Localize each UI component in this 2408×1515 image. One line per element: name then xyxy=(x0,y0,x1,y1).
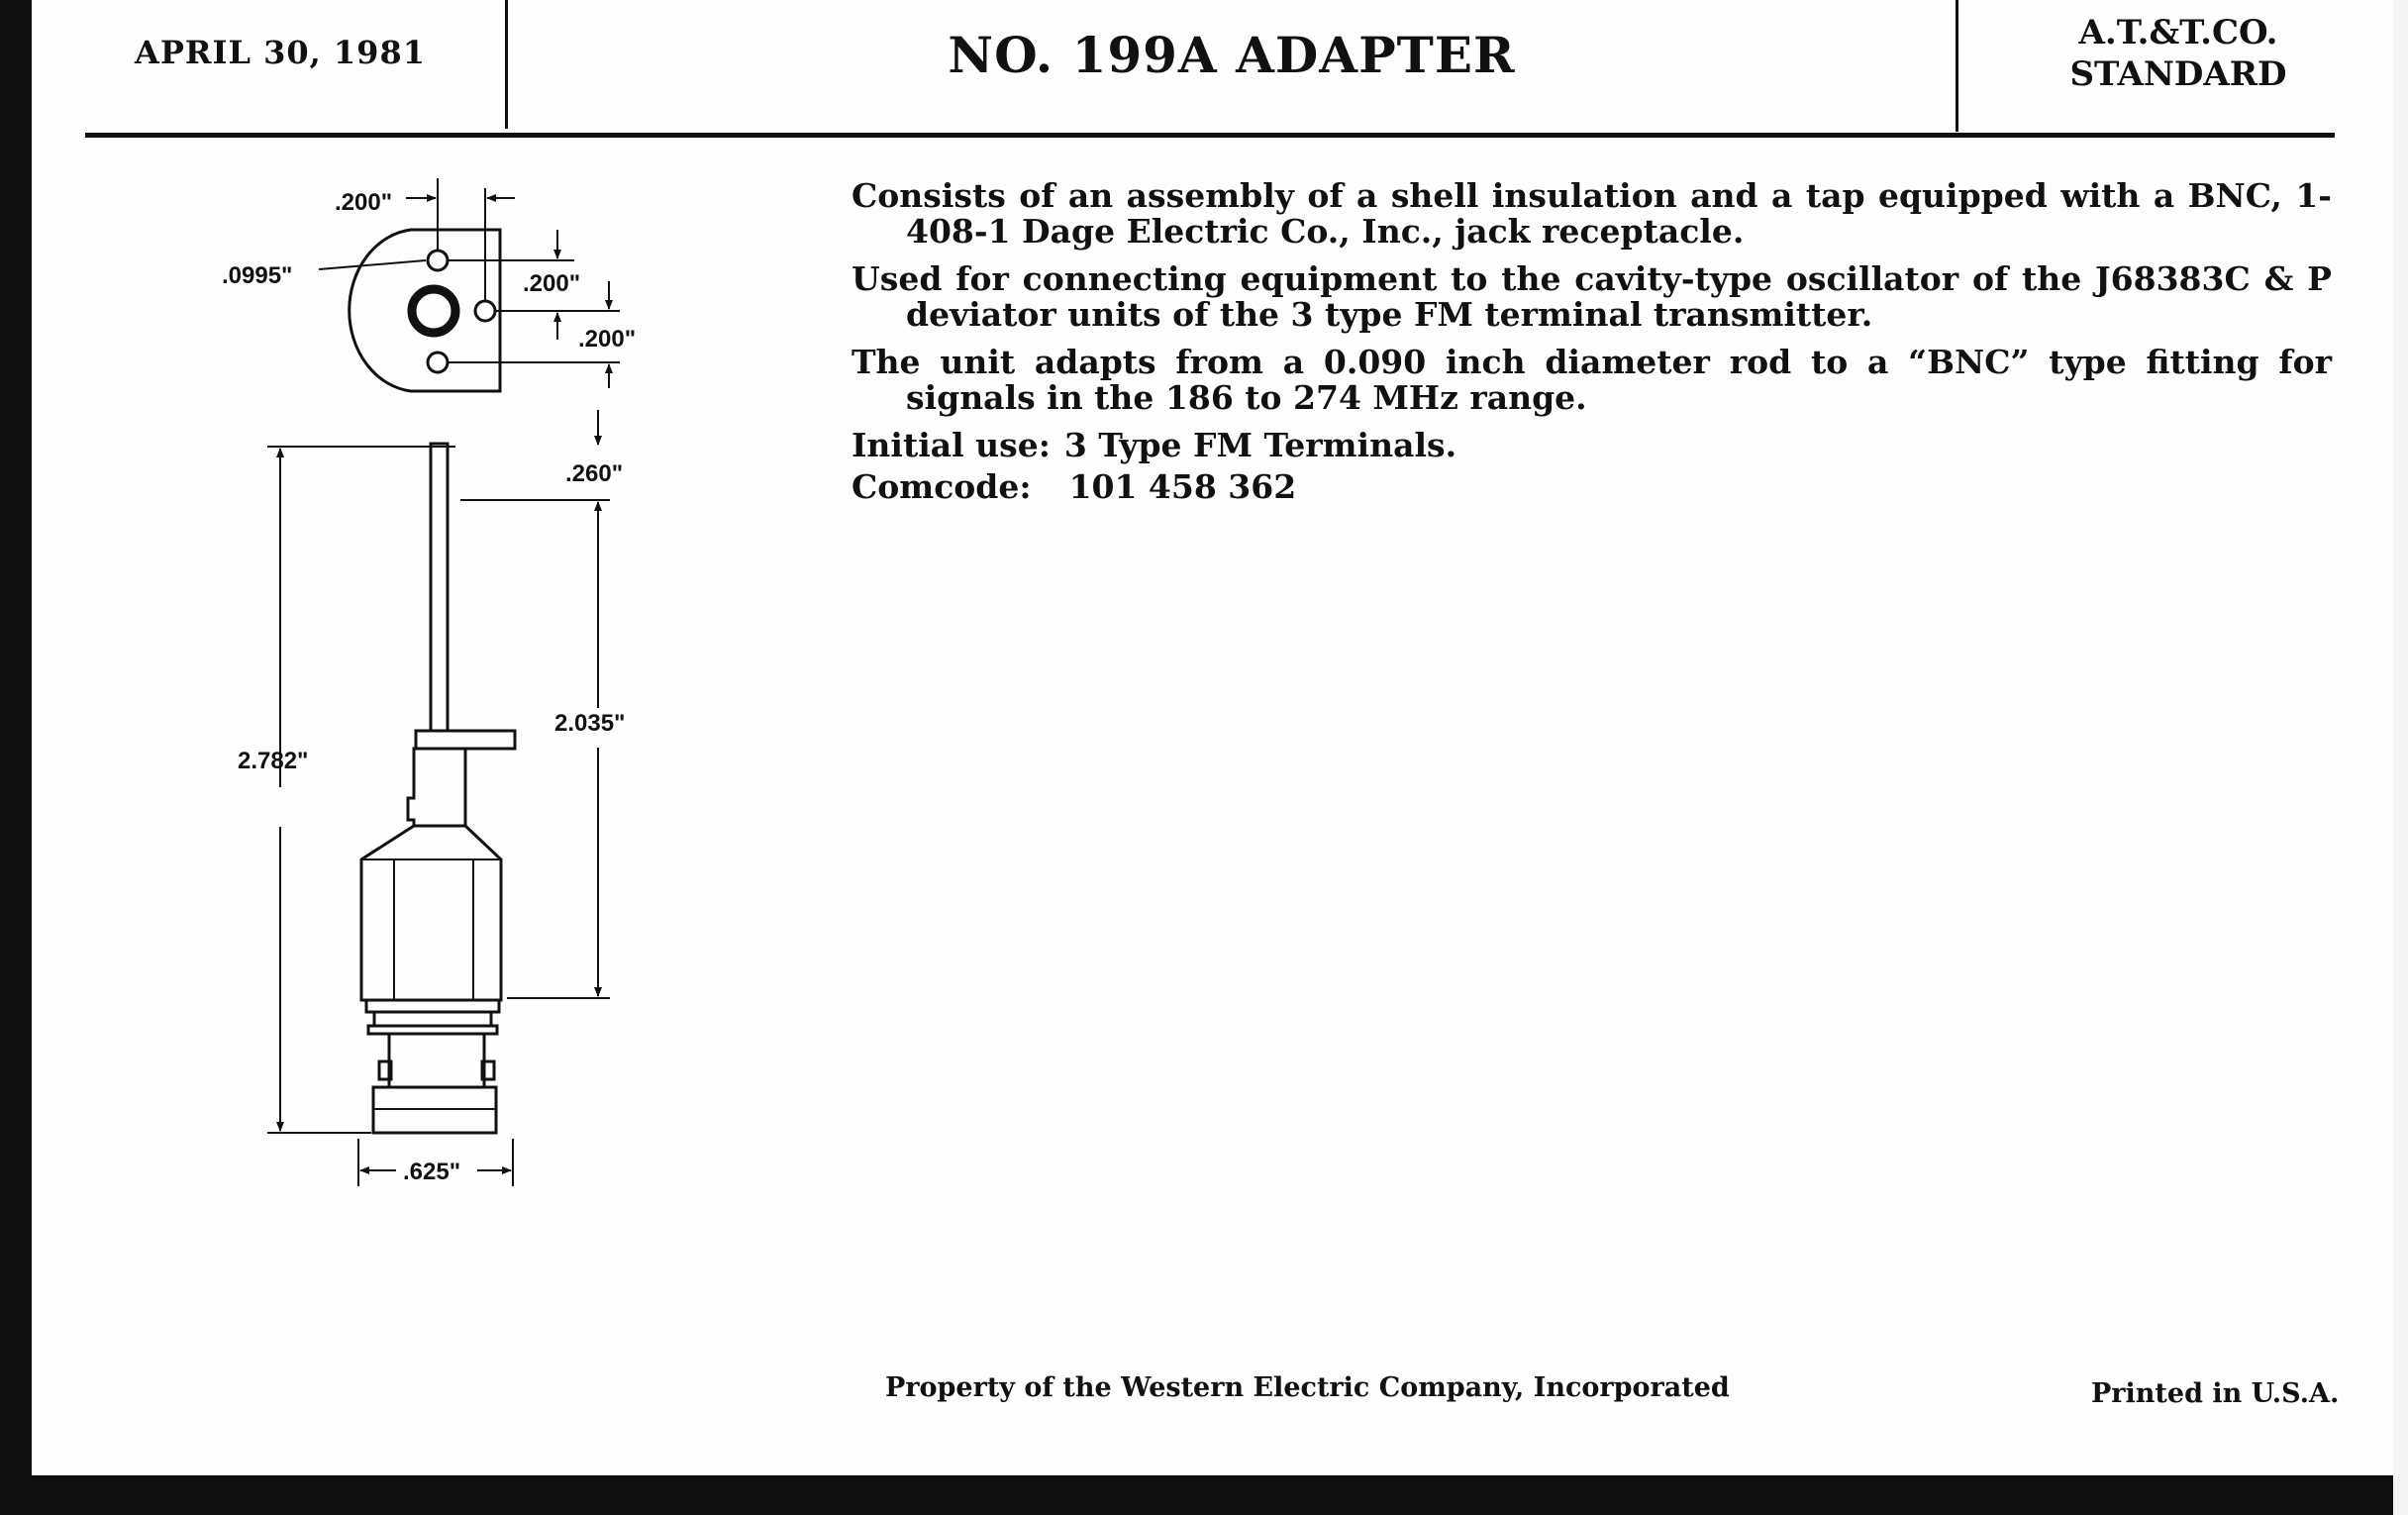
standard-line-1: A.T.&T.CO. xyxy=(2078,13,2278,52)
standard-line-2: STANDARD xyxy=(2069,54,2287,94)
description-paragraph: Used for connecting equipment to the cavity-type oscillator of the J68383C & P deviator units of the 3 type FM terminal transmitter. xyxy=(852,259,2332,334)
hex-body xyxy=(361,826,501,1000)
dim-body-height: 2.035" xyxy=(554,710,626,737)
dim-width: .625" xyxy=(403,1159,461,1185)
initial-use-row xyxy=(852,428,2332,463)
issue-date: APRIL 30, 1981 xyxy=(135,34,426,71)
end-view-flange xyxy=(350,230,500,391)
center-bore xyxy=(412,289,455,333)
initial-use-value: 3 Type FM Terminals. xyxy=(1063,426,1457,464)
property-notice: Property of the Western Electric Company, Incorporated xyxy=(885,1372,1730,1403)
bnc-receptacle xyxy=(389,1034,484,1087)
adapter-drawing xyxy=(0,0,852,1218)
printed-notice: Printed in U.S.A. xyxy=(2091,1378,2340,1409)
dim-rod-offset: .260" xyxy=(565,460,624,487)
page-title: NO. 199A ADAPTER xyxy=(948,26,1516,84)
probe-rod xyxy=(431,444,448,731)
initial-use-label: Initial use: xyxy=(852,426,1051,464)
dim-vertical-1: .200" xyxy=(523,270,581,297)
standard-mark xyxy=(1960,12,2396,95)
mounting-hole-bottom xyxy=(428,353,448,372)
scan-edge xyxy=(2393,0,2408,1515)
upper-sleeve xyxy=(408,749,465,826)
dim-hole-diameter: .0995" xyxy=(222,262,293,289)
body-flange xyxy=(366,1000,499,1012)
comcode-value: 101 458 362 xyxy=(1068,467,1297,506)
comcode-row xyxy=(852,469,2332,505)
description-block xyxy=(852,178,2332,511)
mounting-hole-right xyxy=(475,301,495,321)
header-divider-right xyxy=(1956,0,1958,132)
description-paragraph: The unit adapts from a 0.090 inch diameter rod to a “BNC” type fitting for signals in the 186 to 274 MHz range. xyxy=(852,343,2332,417)
description-paragraph: Consists of an assembly of a shell insulation and a tap equipped with a BNC, 1-408-1 Dage Electric Co., Inc., jack receptacle. xyxy=(852,176,2332,251)
mounting-hole-top xyxy=(428,251,448,270)
mounting-tab xyxy=(416,731,515,749)
dim-hole-spacing: .200" xyxy=(335,189,393,216)
dim-vertical-2: .200" xyxy=(578,326,637,353)
comcode-label: Comcode: xyxy=(852,467,1032,506)
dim-overall-height: 2.782" xyxy=(238,748,309,774)
